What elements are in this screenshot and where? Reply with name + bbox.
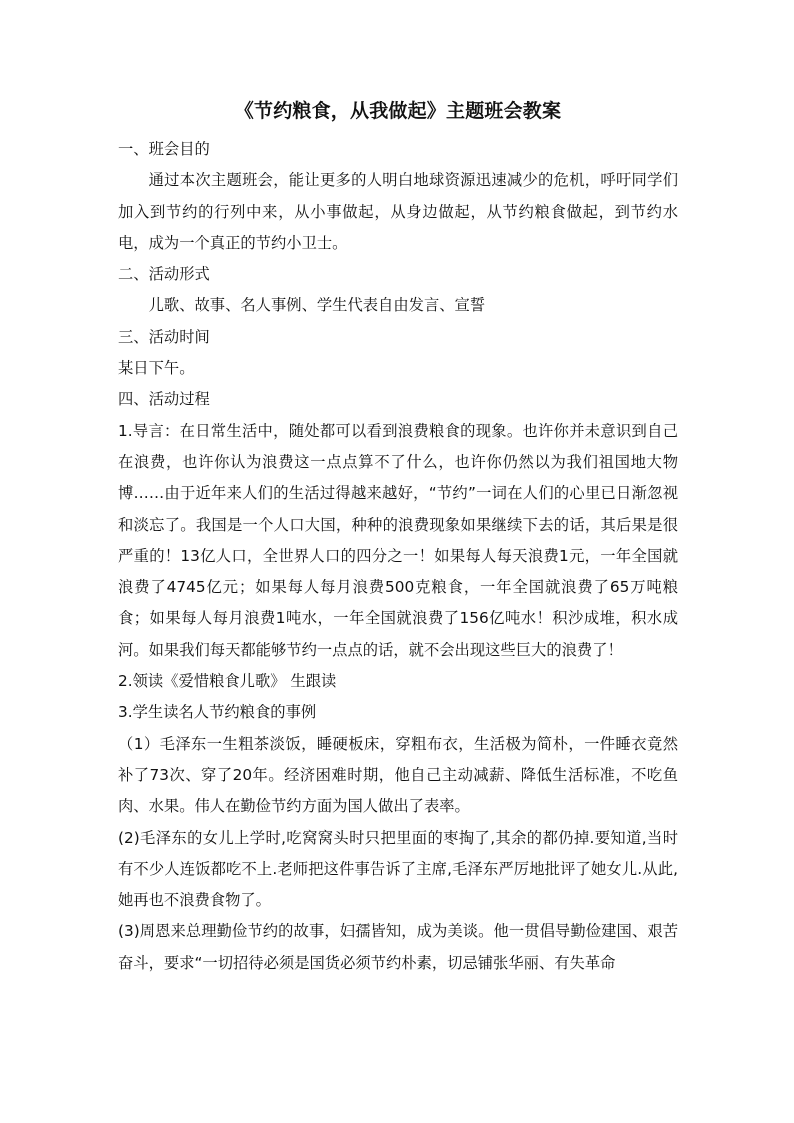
section-body-time: 某日下午。 [118, 359, 195, 378]
example-zhou-enlai: (3)周恩来总理勤俭节约的故事，妇孺皆知，成为美谈。他一贯倡导勤俭建国、艰苦奋斗，要求“一切招待必须是国货必须节约朴素，切忌铺张华丽、有失革命 [118, 922, 678, 972]
process-step-2: 2.领读《爱惜粮食儿歌》 生跟读 [118, 672, 337, 691]
section-heading-time: 三、活动时间 [118, 327, 210, 346]
document-page [118, 96, 678, 979]
section-body-goal: 通过本次主题班会，能让更多的人明白地球资源迅速减少的危机，呼吁同学们加入到节约的行列中来，从小事做起，从身边做起，从节约粮食做起，到节约水电，成为一个真正的节约小卫士。 [118, 171, 678, 252]
example-mao-daughter: (2)毛泽东的女儿上学时,吃窝窝头时只把里面的枣掏了,其余的都仍掉.要知道,当时有不少人连饭都吃不上.老师把这件事告诉了主席,毛泽东严厉地批评了她女儿.从此,她再也不浪费食物了。 [118, 828, 678, 910]
section-heading-form: 二、活动形式 [118, 265, 210, 284]
section-heading-process: 四、活动过程 [118, 390, 210, 409]
process-step-3: 3.学生读名人节约粮食的事例 [118, 703, 317, 722]
example-mao-simple-life: （1）毛泽东一生粗茶淡饭，睡硬板床，穿粗布衣，生活极为简朴，一件睡衣竟然补了73次、穿了20年。经济困难时期，他自己主动减薪、降低生活标准，不吃鱼肉、水果。伟人在勤俭节约方面为国人做出了表率。 [118, 734, 678, 816]
section-body-form: 儿歌、故事、名人事例、学生代表自由发言、宣誓 [148, 296, 486, 315]
process-intro: 1.导言：在日常生活中，随处都可以看到浪费粮食的现象。也许你并未意识到自己在浪费，也许你认为浪费这一点点算不了什么，也许你仍然以为我们祖国地大物博……由于近年来人们的生活过得越来越好，“节约”一词在人们的心里已日渐忽视和淡忘了。我国是一个人口大国，种种的浪费现象如果继续下去的话，其后果是很严重的！13亿人口，全世界人口的四分之一！如果每人每天浪费1元，一年全国就浪费了4745亿元；如果每人每月浪费500克粮食，一年全国就浪费了65万吨粮食；如果每人每月浪费1吨水，一年全国就浪费了156亿吨水！积沙成堆，积水成河。如果我们每天都能够节约一点点的话，就不会出现这些巨大的浪费了！ [118, 421, 678, 659]
section-heading-goal: 一、班会目的 [118, 140, 210, 158]
document-title: 《节约粮食，从我做起》主题班会教案 [234, 100, 562, 122]
